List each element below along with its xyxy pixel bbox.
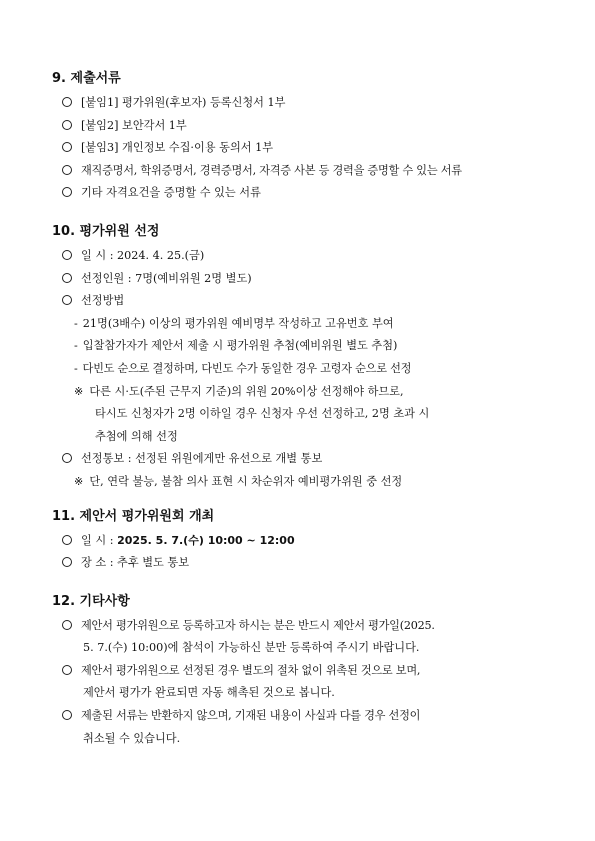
hollow-circle-icon <box>62 142 72 152</box>
list-item: 선정통보 : 선정된 위원에게만 유선으로 개별 통보 <box>52 448 555 471</box>
hollow-circle-icon <box>62 620 72 630</box>
section-committee-meeting <box>52 508 555 575</box>
note-continuation: 타시도 신청자가 2명 이하일 경우 신청자 우선 선정하고, 2명 초과 시 <box>95 407 430 421</box>
hollow-circle-icon <box>62 557 72 567</box>
sub-item: - 21명(3배수) 이상의 평가위원 예비명부 작성하고 고유번호 부여 <box>52 313 555 336</box>
list-item: 장 소 : 추후 별도 통보 <box>52 552 555 575</box>
hollow-circle-icon <box>62 165 72 175</box>
sub-item: - 입찰참가자가 제안서 제출 시 평가위원 추첨(예비위원 별도 추첨) <box>52 335 555 358</box>
section-other-matters <box>52 593 555 751</box>
list-item: 재직증명서, 학위증명서, 경력증명서, 자격증 사본 등 경력을 증명할 수 있는 서류 <box>52 160 555 183</box>
meeting-datetime: 2025. 5. 7.(수) 10:00 ~ 12:00 <box>117 533 295 547</box>
hollow-circle-icon <box>62 250 72 260</box>
hollow-circle-icon <box>62 535 72 545</box>
note-continuation: 추첨에 의해 선정 <box>95 429 178 443</box>
section-heading: 12. 기타사항 <box>52 593 130 609</box>
reference-mark: ※ <box>74 474 84 488</box>
section-heading: 9. 제출서류 <box>52 71 121 86</box>
section-heading: 10. 평가위원 선정 <box>52 223 160 239</box>
list-item-continuation: 5. 7.(수) 10:00)에 참석이 가능하신 분만 등록하여 주시기 바랍니다. <box>83 641 420 655</box>
hollow-circle-icon <box>62 187 72 197</box>
note-item: ※ 단, 연락 불능, 불참 의사 표현 시 차순위자 예비평가위원 중 선정 <box>52 471 555 494</box>
list-item-continuation: 취소될 수 있습니다. <box>83 731 181 745</box>
list-item: 선정방법 <box>52 290 555 313</box>
hollow-circle-icon <box>62 665 72 675</box>
reference-mark: ※ <box>74 384 84 398</box>
section-heading: 11. 제안서 평가위원회 개최 <box>52 508 215 524</box>
section-submission-documents <box>52 70 555 205</box>
hollow-circle-icon <box>62 97 72 107</box>
hollow-circle-icon <box>62 120 72 130</box>
section-evaluator-selection <box>52 223 555 494</box>
list-item: 선정인원 : 7명(예비위원 2명 별도) <box>52 268 555 291</box>
list-item: 일 시 : 2025. 5. 7.(수) 10:00 ~ 12:00 <box>52 530 555 553</box>
hollow-circle-icon <box>62 295 72 305</box>
list-item-continuation: 제안서 평가가 완료되면 자동 해촉된 것으로 봅니다. <box>83 686 335 700</box>
list-item: 일 시 : 2024. 4. 25.(금) <box>52 245 555 268</box>
dash-marker: - <box>74 339 78 353</box>
hollow-circle-icon <box>62 453 72 463</box>
list-item: 제안서 평가위원으로 선정된 경우 별도의 절차 없이 위촉된 것으로 보며, <box>52 660 555 683</box>
note-item: ※ 다른 시·도(주된 근무지 기준)의 위원 20%이상 선정해야 하므로, <box>52 381 555 404</box>
hollow-circle-icon <box>62 710 72 720</box>
list-item: 제출된 서류는 반환하지 않으며, 기재된 내용이 사실과 다를 경우 선정이 <box>52 705 555 728</box>
dash-marker: - <box>74 361 78 375</box>
list-item: 제안서 평가위원으로 등록하고자 하시는 분은 반드시 제안서 평가일(2025. <box>52 615 555 638</box>
list-item: 기타 자격요건을 증명할 수 있는 서류 <box>52 182 555 205</box>
list-item: [붙임3] 개인정보 수집·이용 동의서 1부 <box>52 137 555 160</box>
sub-item: - 다빈도 순으로 결정하며, 다빈도 수가 동일한 경우 고령자 순으로 선정 <box>52 358 555 381</box>
hollow-circle-icon <box>62 273 72 283</box>
dash-marker: - <box>74 316 78 330</box>
list-item: [붙임2] 보안각서 1부 <box>52 115 555 138</box>
list-item: [붙임1] 평가위원(후보자) 등록신청서 1부 <box>52 92 555 115</box>
